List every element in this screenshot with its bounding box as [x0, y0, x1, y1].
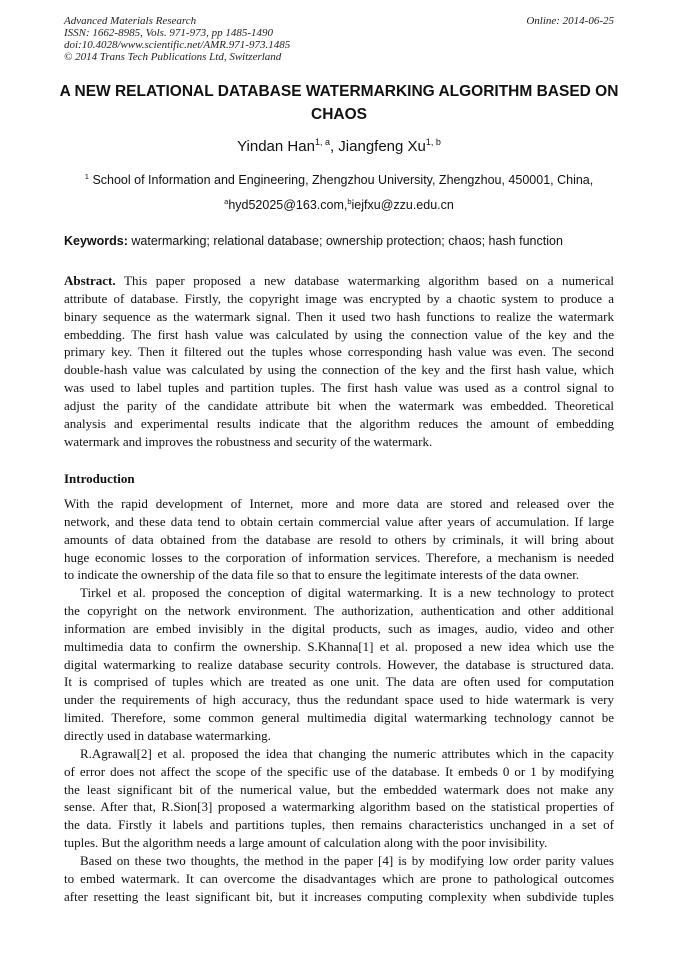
- email-link[interactable]: hyd52025@163.com,: [228, 198, 348, 213]
- authors: Yindan Han$^{1, a}$, Jiangfeng Xu$^{1, b}$: [237, 137, 441, 155]
- paper-title: A NEW RELATIONAL DATABASE WATERMARKING ALGORITHM BASED ON CHAOS: [59, 83, 619, 123]
- abstract-line: embedding. The first hash value was calculated by using the connection value of the key and the: [64, 326, 614, 342]
- author-affil-sup: 1, b: [425, 137, 441, 147]
- paragraph-line: digital watermarking to realize database security controls. However, the database is structured data.: [64, 656, 614, 672]
- paragraph-line: directly used in database watermarking.: [64, 727, 271, 743]
- paragraph-line: network, and these data tend to obtain certain commercial value after years of accumulation. If large: [64, 513, 614, 529]
- section-heading-introduction: Introduction: [64, 471, 135, 486]
- abstract-line: double-hash value was calculated by using the connection of the key and the first hash value, which: [64, 362, 614, 378]
- paragraph-line: the data. Firstly it labels and partitions tuples, then remains characteristics unchanged in a set of: [64, 817, 614, 833]
- paragraph-line: With the rapid development of Internet, more and more data are stored and released over the: [64, 496, 614, 511]
- abstract-line: analysis and experimental results indicate that the algorithm reduces the amount of embedding: [64, 415, 614, 431]
- paragraph-line: of error does not affect the scope of the specific use of the database. It embeds 0 or 1 by modifying: [64, 763, 614, 779]
- author-affil-sup: 1, a: [314, 137, 330, 147]
- paragraph-line: huge economic losses to the corporation of information services. Therefore, a mechanism is needed: [64, 549, 614, 565]
- abstract: [64, 272, 614, 450]
- issn: ISSN: 1662-8985, Vols. 971-973, pp 1485-1490: [64, 27, 273, 39]
- paragraph-line: It is comprised of tuples which are treated as one unit. The data are often used for computation: [64, 674, 614, 690]
- paragraph-line: to embed watermark. It can overcome the disadvantages which are prone to pathological outcomes: [64, 870, 614, 886]
- paragraph-line: under the requirements of high accuracy, thus the redundant space used to hide watermark is very: [64, 692, 614, 708]
- keywords-text: watermarking; relational database; ownership protection; chaos; hash function: [131, 234, 563, 248]
- keywords-label: Keywords:: [64, 234, 128, 248]
- paragraph-line: to indicate the ownership of the data file so that to ensure the legitimate interests of the data owner.: [64, 567, 580, 583]
- paragraph-line: limited. Therefore, some common general multimedia digital watermarking technology cannot be: [64, 710, 614, 726]
- affiliation: [0, 172, 678, 187]
- author-name: Jiangfeng Xu: [338, 138, 426, 155]
- author-name: Yindan Han: [237, 138, 315, 155]
- email-link[interactable]: iejfxu@zzu.edu.cn: [351, 198, 454, 213]
- paragraph-line: R.Agrawal[2] et al. proposed the idea that changing the numeric attributes which in the capacity: [80, 745, 614, 761]
- keywords: [64, 234, 563, 248]
- affiliation-text: School of Information and Engineering, Zhengzhou University, Zhengzhou, 450001, China,: [92, 173, 594, 188]
- paragraph-line: multimedia data to confirm the ownership. S.Khanna[1] et al. proposed a new idea which use the: [64, 638, 614, 654]
- abstract-line: binary sequence as the watermark signal. Then it used two hash functions to realize the watermark: [64, 308, 614, 324]
- abstract-label: Abstract.: [64, 273, 116, 288]
- paragraph-line: after resetting the least significant bit, but it increases computing complexity when subdivide tuples: [64, 888, 614, 904]
- paragraph-line: Based on these two thoughts, the method in the paper [4] is by modifying low order parity values: [80, 852, 614, 868]
- journal-info: [64, 15, 290, 63]
- introduction-body: [64, 495, 614, 905]
- affiliation-sup: 1: [84, 172, 89, 181]
- paragraph-line: the copyright on the network environment. The authorization, authentication and other additional: [64, 603, 614, 619]
- email-sup: b: [347, 197, 352, 206]
- online-date: Online: 2014-06-25: [526, 15, 614, 27]
- abstract-line: attribute of database. Firstly, the copyright image was encrypted by a chaotic system to produce a: [64, 290, 614, 306]
- abstract-line: primary key. Then it filtered out the tuples whose corresponding hash value was even. The second: [64, 344, 614, 360]
- paragraph-line: information are embed invisibly in the digital products, such as images, audio, video and other: [64, 620, 614, 636]
- paragraph-line: sense. After that, R.Sion[3] proposed a watermarking algorithm based on the statistical properties of: [64, 799, 614, 815]
- paragraph-line: tuples. But the algorithm needs a large amount of calculation along with the poor invisibility.: [64, 835, 548, 851]
- copyright: © 2014 Trans Tech Publications Ltd, Switzerland: [64, 51, 282, 63]
- abstract-line: adjust the parity of the candidate attribute bit when the watermark was embedded. Theoretical: [64, 397, 614, 413]
- abstract-line: was used to label tuples and partition tuples. The first hash value was used as a control signal to: [64, 380, 614, 396]
- paragraph-line: amounts of data obtained from the database are resold to others by criminals, it will bring about: [64, 531, 614, 547]
- abstract-line: [64, 272, 614, 290]
- paragraph-line: Tirkel et al. proposed the conception of digital watermarking. It is a new technology to protect: [80, 585, 614, 601]
- abstract-line: watermark and improves the robustness and security of the watermark.: [64, 433, 433, 449]
- paragraph-line: the least significant bit of the numerical value, but the embedded watermark does not make any: [64, 781, 614, 797]
- journal-name: Advanced Materials Research: [64, 15, 197, 27]
- doi-link[interactable]: doi:10.4028/www.scientific.net/AMR.971-973.1485: [64, 39, 291, 51]
- emails: [0, 197, 678, 212]
- email-sup: a: [224, 197, 229, 206]
- abstract-text: This paper proposed a new database watermarking algorithm based on a numerical: [115, 273, 614, 288]
